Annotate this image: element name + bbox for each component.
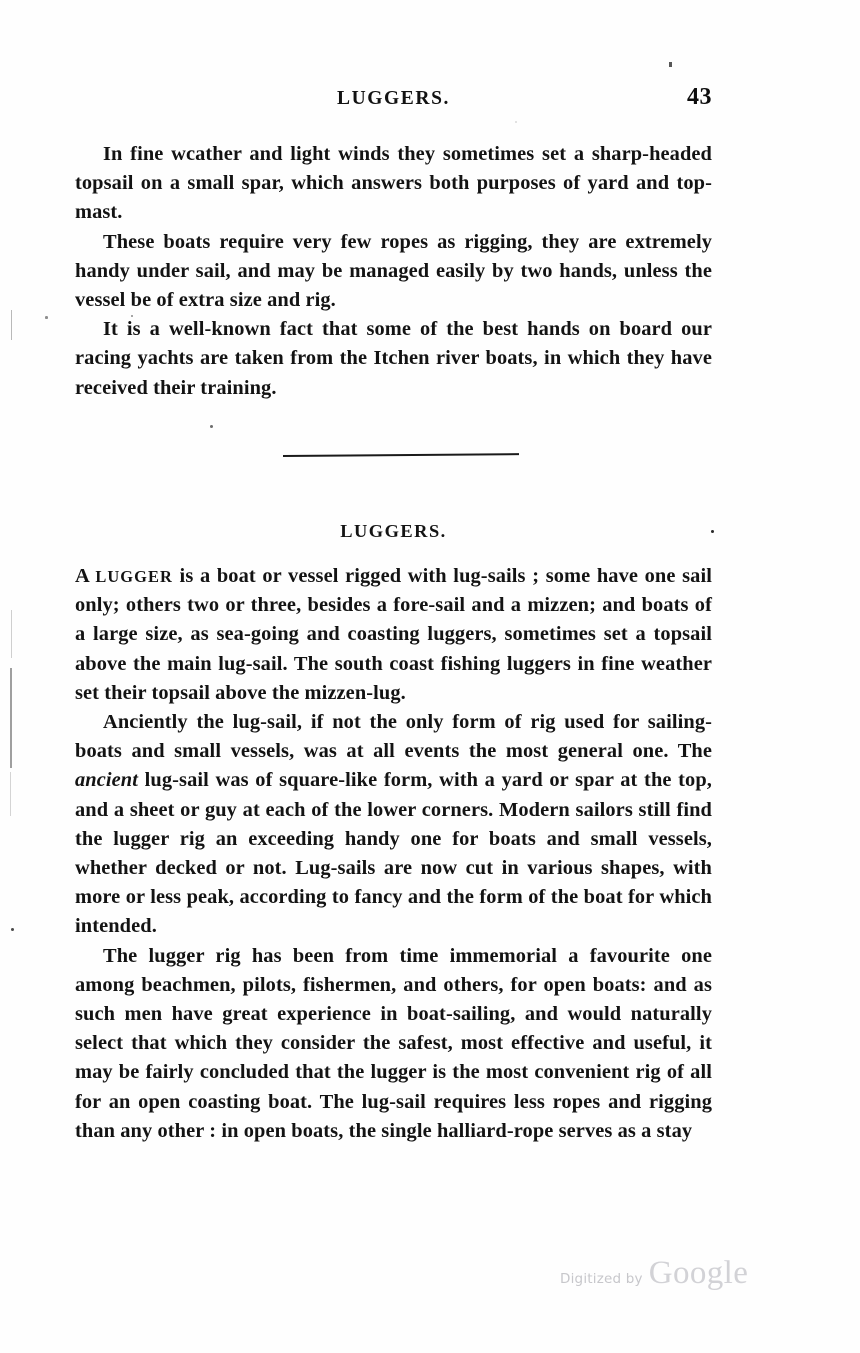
- scan-artifact-line: [10, 668, 12, 768]
- section-one-body: [75, 140, 712, 403]
- divider-rule: [283, 453, 519, 457]
- small-caps-lugger: LUGGER: [95, 567, 173, 586]
- section-two-body: [75, 562, 712, 1146]
- paragraph: It is a well-known fact that some of the best hands on board our racing yachts are taken from the Itchen river boats, in which they have received their training.: [75, 318, 712, 399]
- paragraph: In fine wcather and light winds they sometimes set a sharp-headed topsail on a small spar, which answers both purposes of yard and top-mast.: [75, 143, 712, 224]
- watermark-prefix: Digitized by: [560, 1271, 643, 1287]
- running-head-title: LUGGERS.: [336, 88, 451, 109]
- scan-artifact-speck: [11, 928, 14, 931]
- scan-artifact-speck: [210, 425, 213, 428]
- scan-artifact-line: [10, 772, 11, 816]
- text-after-italic: lug-sail was of square-like form, with a yard or spar at the top, and a sheet or guy at each of the lower corners. Modern sailors still find the lugger rig an exceeding handy one for boats and small vessels, whether decked or not. Lug-sails are now cut in various shapes, with more or less peak, according to fancy and the form of the boat for which intended.: [75, 769, 712, 938]
- paragraph: These boats require very few ropes as rigging, they are extremely handy under sail, and may be managed easily by two hands, unless the vessel be of extra size and rig.: [75, 230, 712, 312]
- paragraph-ancient: [75, 708, 712, 942]
- page-number: 43: [687, 84, 712, 110]
- opening-text: is a boat or vessel rigged with lug-sails ; some have one sail only; others two or three, besides a fore-sail and a mizzen; and boats of a large size, as sea-going and coasting luggers, sometimes set a topsail above the main lug-sail. The south coast fishing luggers in fine weather set their topsail above the mizzen-lug.: [75, 565, 712, 704]
- scan-artifact-line: [11, 610, 12, 658]
- paragraph-final: The lugger rig has been from time immemorial a favourite one among beachmen, pilots, fishermen, and others, for open boats: and as such men have great experience in boat-sailing, and would naturally select that which they consider the safest, most effective and useful, it may be fairly concluded that the lugger is the most convenient rig of all for an open coasting boat. The lug-sail requires less ropes and rigging than any other : in open boats, the single halliard-rope serves as a stay: [75, 944, 712, 1142]
- paragraph-opening: [75, 562, 712, 708]
- scan-artifact-speck: [515, 121, 517, 123]
- section-heading-title: LUGGERS.: [340, 521, 447, 541]
- italic-word-ancient: ancient: [75, 769, 139, 792]
- ink-dot-mark: [711, 530, 714, 533]
- section-heading: [75, 521, 712, 547]
- scan-artifact-line: [11, 310, 12, 340]
- running-head: [75, 84, 712, 118]
- scan-artifact-speck: [669, 62, 672, 67]
- text-before-italic: Anciently the lug-sail, if not the only form of rig used for sailing-boats and small vessels, was at all events the most general one. The: [75, 711, 712, 763]
- scan-artifact-speck: [45, 316, 48, 319]
- watermark-brand: Google: [648, 1255, 749, 1291]
- digitization-watermark: [560, 1255, 790, 1301]
- section-divider: [283, 455, 519, 459]
- lead-letter: A: [75, 565, 96, 587]
